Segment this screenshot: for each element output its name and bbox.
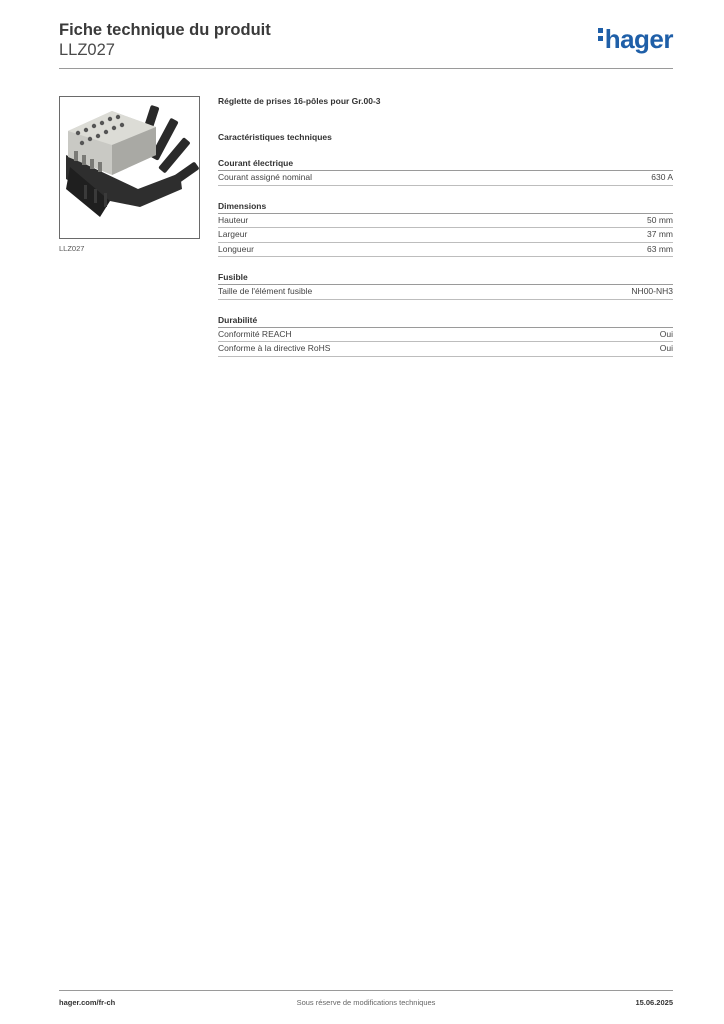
spec-label: Taille de l'élément fusible	[218, 286, 313, 296]
spec-row	[218, 328, 673, 343]
section-title: Fusible	[218, 271, 673, 285]
spec-label: Conforme à la directive RoHS	[218, 343, 331, 353]
spec-label: Longueur	[218, 243, 254, 254]
logo-text: hager	[604, 24, 673, 54]
section-durability	[218, 314, 673, 357]
spec-content	[218, 95, 673, 357]
spec-row	[218, 243, 673, 258]
footer-notice: Sous réserve de modifications techniques	[296, 998, 436, 1007]
footer-divider	[59, 990, 673, 991]
section-dimensions	[218, 200, 673, 258]
spec-label: Hauteur	[218, 214, 249, 225]
spec-value: Oui	[659, 328, 673, 339]
page-footer	[59, 998, 673, 1008]
product-name: Réglette de prises 16-pôles pour Gr.00-3	[218, 96, 381, 106]
section-fuse	[218, 271, 673, 300]
terminal-strip-icon	[60, 97, 199, 238]
hager-logo	[598, 26, 673, 52]
footer-date: 15.06.2025	[635, 998, 673, 1007]
spec-value: 37 mm	[647, 229, 673, 239]
section-electric-current	[218, 157, 673, 186]
product-image	[59, 96, 200, 239]
section-title: Courant électrique	[218, 157, 673, 171]
spec-row	[218, 214, 673, 229]
spec-row	[218, 285, 673, 300]
header-divider	[59, 68, 673, 69]
spec-label: Conformité REACH	[218, 328, 292, 339]
footer-website-link[interactable]: hager.com/fr-ch	[59, 998, 116, 1007]
spec-value: 50 mm	[647, 214, 673, 225]
spec-label: Largeur	[218, 229, 248, 239]
spec-label: Courant assigné nominal	[218, 172, 313, 182]
logo-dots-icon	[598, 28, 603, 44]
spec-value: 630 A	[651, 172, 673, 182]
image-caption: LLZ027	[59, 244, 85, 253]
page-title: Fiche technique du produit	[59, 21, 271, 39]
page-header	[59, 20, 673, 68]
spec-row	[218, 342, 673, 357]
product-reference: LLZ027	[59, 41, 115, 59]
section-title: Durabilité	[218, 314, 673, 328]
section-title: Dimensions	[218, 200, 673, 214]
spec-row	[218, 228, 673, 243]
spec-value: 63 mm	[647, 243, 673, 254]
spec-value: Oui	[659, 343, 673, 353]
spec-row	[218, 171, 673, 186]
tech-title: Caractéristiques techniques	[218, 132, 332, 142]
spec-value: NH00-NH3	[631, 286, 673, 296]
